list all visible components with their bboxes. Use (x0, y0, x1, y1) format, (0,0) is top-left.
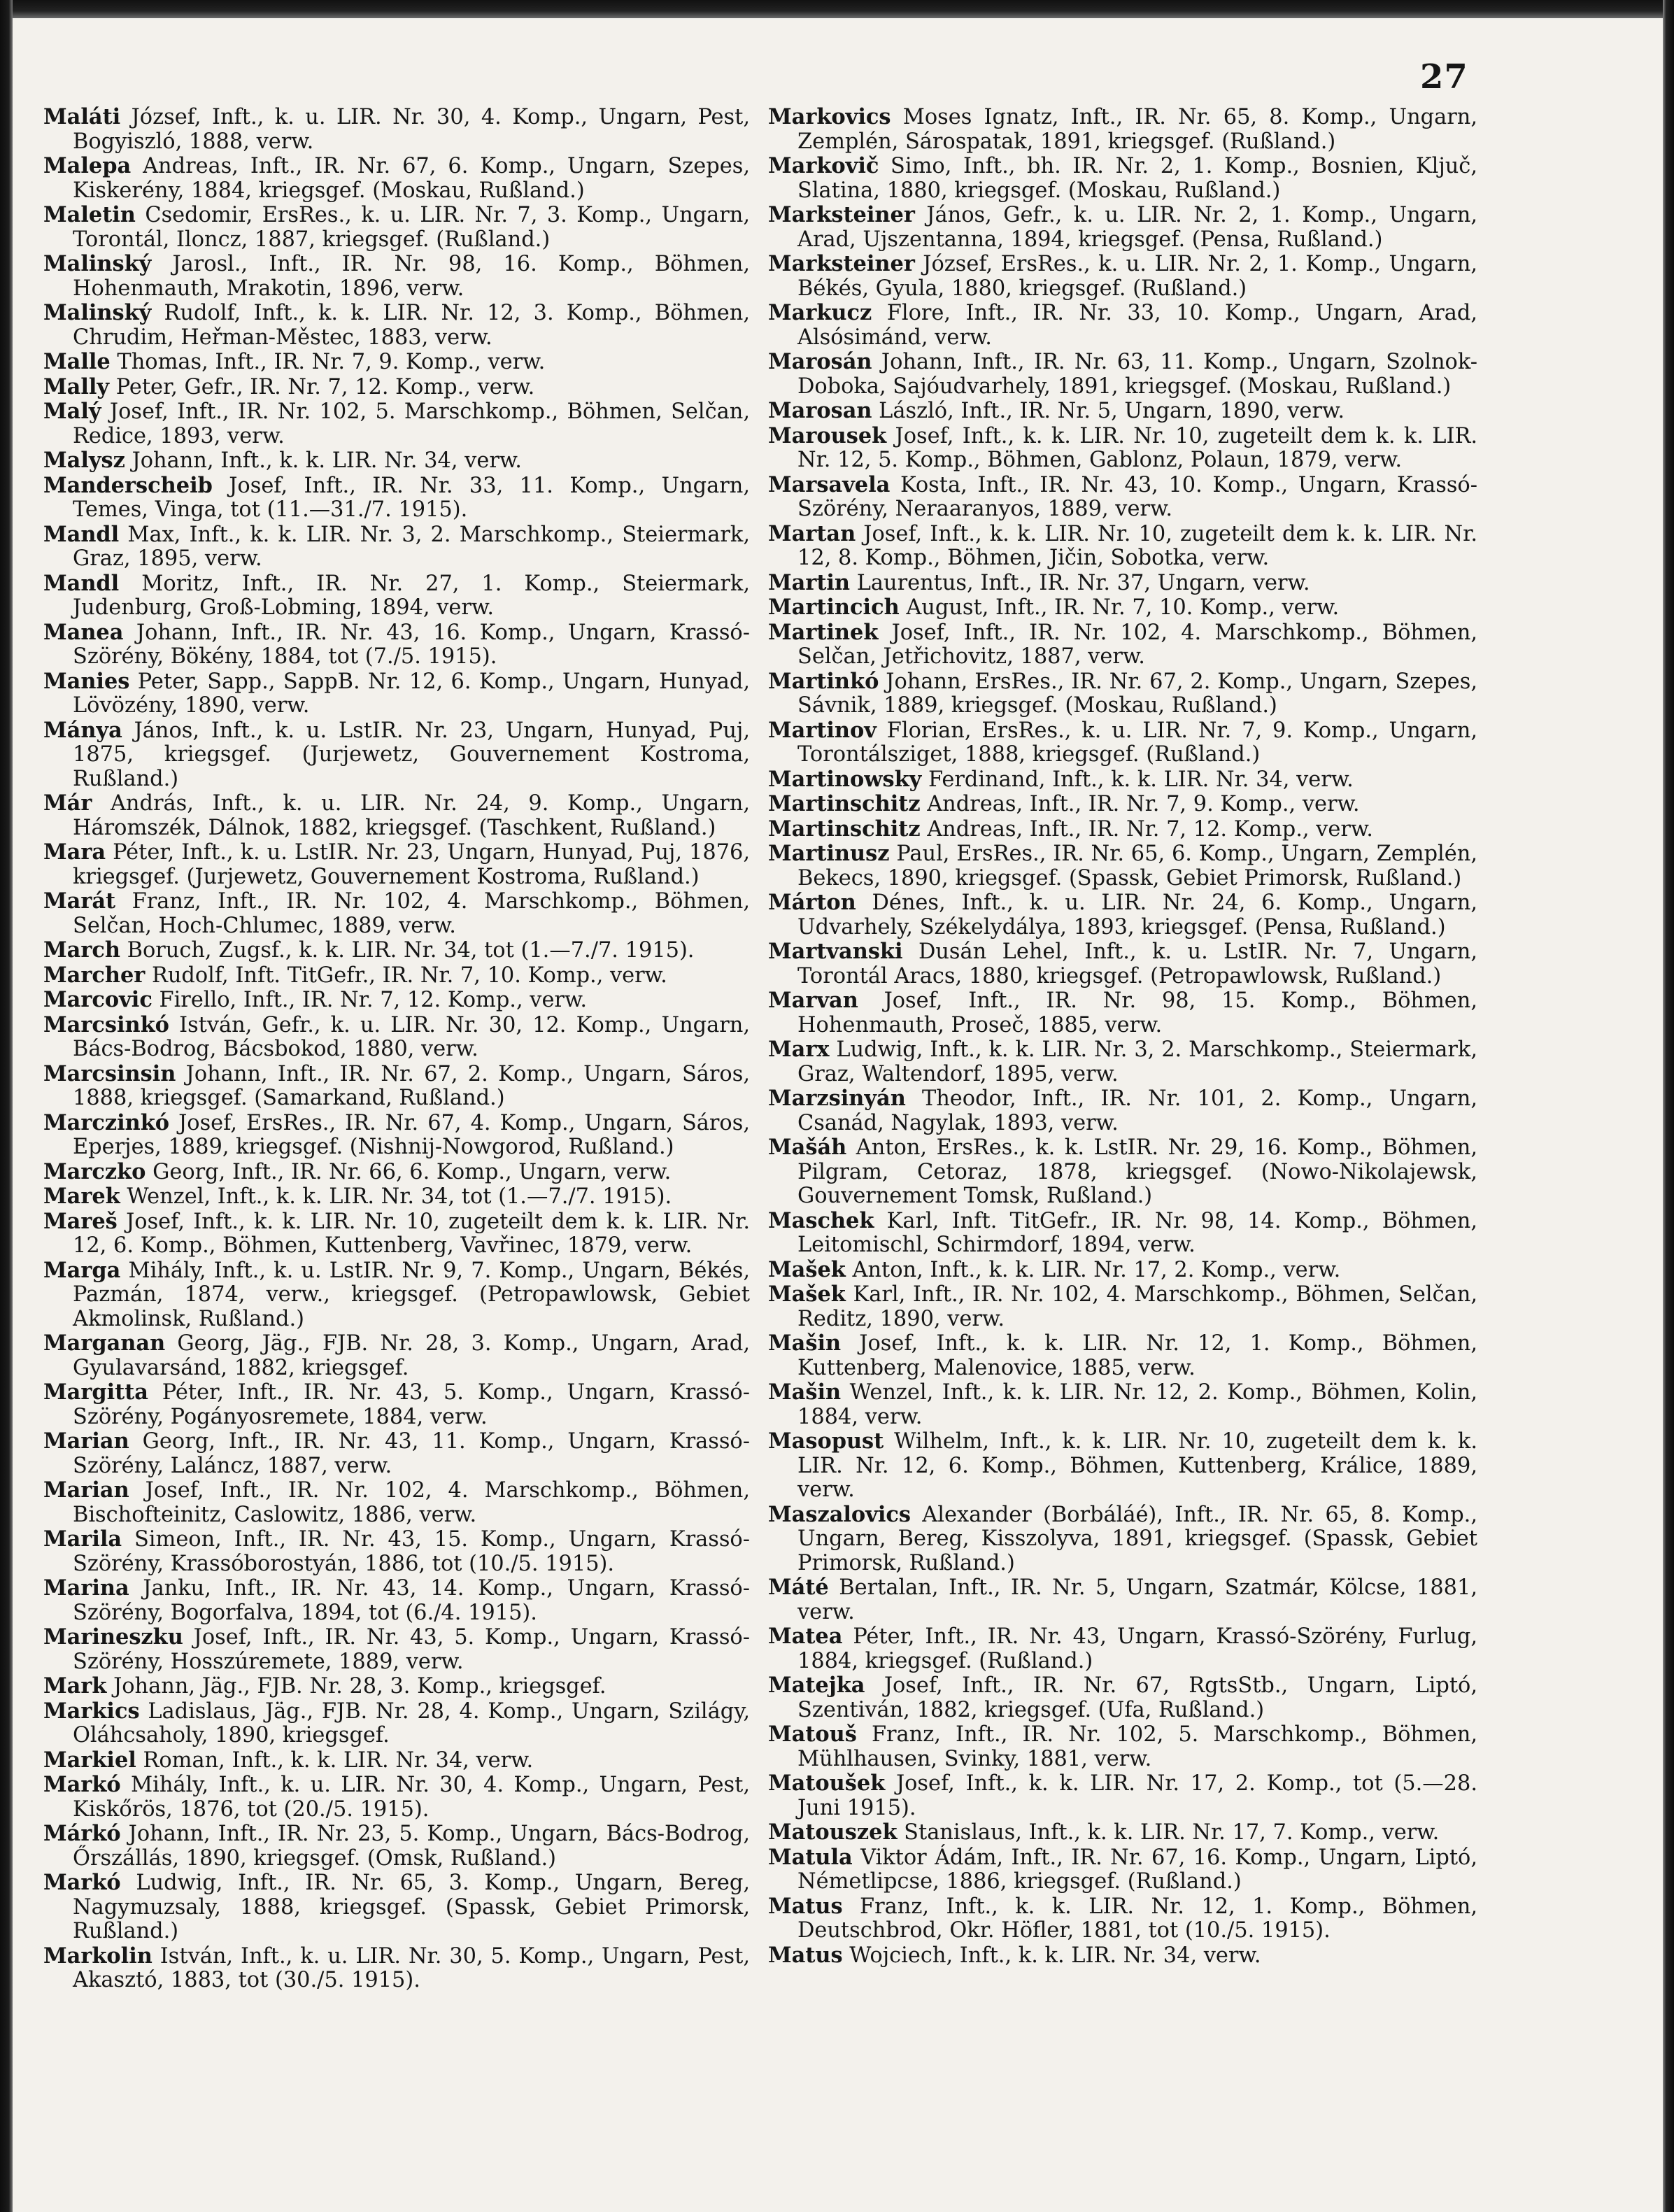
entry-details: Franz, Inft., IR. Nr. 102, 4. Marschkomp., Böhmen, Selčan, Hoch-Chlumec, 1889, verw. (73, 889, 750, 938)
entry-details: Karl, Inft. TitGefr., IR. Nr. 98, 14. Komp., Böhmen, Leitomischl, Schirmdorf, 1894, verw. (797, 1208, 1477, 1257)
entry-details: Andreas, Inft., IR. Nr. 7, 9. Komp., verw. (920, 792, 1360, 816)
register-entry (43, 1184, 750, 1210)
entry-surname: Mark (43, 1673, 107, 1699)
register-entry (43, 1527, 750, 1576)
register-entry (768, 1282, 1477, 1331)
register-entry (43, 1259, 750, 1332)
register-entry (768, 473, 1477, 522)
entry-surname: Martinschitz (768, 791, 921, 816)
register-entry (768, 571, 1477, 596)
entry-surname: Marzsinyán (768, 1086, 906, 1111)
entry-details: Franz, Inft., k. k. LIR. Nr. 12, 1. Komp., Böhmen, Deutschbrod, Okr. Höfler, 1881, tot (10./5. 1915). (797, 1894, 1477, 1943)
entry-details: Johann, Jäg., FJB. Nr. 28, 3. Komp., kriegsgef. (106, 1674, 607, 1699)
register-entry (43, 938, 750, 963)
register-entry (768, 1037, 1477, 1086)
entry-surname: Marousek (768, 423, 887, 448)
entry-details: Simeon, Inft., IR. Nr. 43, 15. Komp., Ungarn, Krassó-Szörény, Krassóborostyán, 1886, tot (10./5. 1915). (73, 1527, 750, 1576)
entry-details: Johann, Inft., IR. Nr. 63, 11. Komp., Ungarn, Szolnok-Doboka, Sajóudvarhely, 1891, kriegsgef. (Moskau, Rußland.) (797, 350, 1477, 399)
entry-surname: Matula (768, 1844, 853, 1870)
register-entry (768, 1845, 1477, 1894)
register-entry (768, 1135, 1477, 1209)
entry-surname: Mašek (768, 1256, 846, 1282)
register-entry (43, 375, 750, 400)
entry-surname: Marcovic (43, 987, 152, 1012)
entry-surname: Mareš (43, 1208, 118, 1234)
entry-details: József, Inft., k. u. LIR. Nr. 30, 4. Komp., Ungarn, Pest, Bogyiszló, 1888, verw. (73, 105, 750, 154)
register-entry (43, 1699, 750, 1748)
register-entry (768, 842, 1477, 891)
register-entry (43, 1576, 750, 1625)
entry-surname: Marcher (43, 962, 146, 988)
entry-details: Ludwig, Inft., k. k. LIR. Nr. 3, 2. Marschkomp., Steiermark, Graz, Waltendorf, 1895, verw. (797, 1037, 1477, 1086)
entry-surname: Martinkó (768, 668, 879, 694)
register-entry (768, 1209, 1477, 1258)
entry-details: Peter, Sapp., SappB. Nr. 12, 6. Komp., Ungarn, Hunyad, Lövözény, 1890, verw. (73, 669, 750, 718)
right-column (768, 105, 1477, 1968)
entry-surname: Malle (43, 349, 111, 374)
entry-surname: Mašáh (768, 1135, 847, 1160)
register-entry (768, 817, 1477, 842)
entry-details: Johann, Inft., IR. Nr. 43, 16. Komp., Ungarn, Krassó-Szörény, Bökény, 1884, tot (7./5. 1915). (73, 620, 750, 669)
entry-details: Wilhelm, Inft., k. k. LIR. Nr. 10, zugeteilt dem k. k. LIR. Nr. 12, 6. Komp., Böhmen, Kuttenberg, Králice, 1889, verw. (797, 1429, 1477, 1502)
register-entry (43, 252, 750, 301)
entry-surname: Mally (43, 374, 110, 399)
register-entry (768, 399, 1477, 424)
entry-surname: Marosán (768, 349, 872, 374)
register-entry (43, 474, 750, 523)
entry-surname: Markucz (768, 300, 872, 325)
register-entry (43, 988, 750, 1013)
register-entry (43, 523, 750, 572)
entry-surname: Manderscheib (43, 472, 213, 498)
entry-details: Josef, Inft., k. k. LIR. Nr. 12, 1. Komp., Böhmen, Kuttenberg, Malenovice, 1885, verw. (797, 1331, 1477, 1380)
register-entry (768, 1331, 1477, 1380)
entry-surname: Markovič (768, 153, 879, 178)
entry-details: Paul, ErsRes., IR. Nr. 65, 6. Komp., Ungarn, Zemplén, Bekecs, 1890, kriegsgef. (Spassk, Gebiet Primorsk, Rußland.) (797, 842, 1477, 891)
entry-details: Moses Ignatz, Inft., IR. Nr. 65, 8. Komp., Ungarn, Zemplén, Sárospatak, 1891, kriegsgef. (Rußland.) (797, 105, 1477, 154)
entry-details: Roman, Inft., k. k. LIR. Nr. 34, verw. (136, 1747, 534, 1773)
entry-surname: Matouszek (768, 1820, 898, 1845)
entry-details: Simo, Inft., bh. IR. Nr. 2, 1. Komp., Bosnien, Ključ, Slatina, 1880, kriegsgef. (Moskau, Rußland.) (797, 154, 1477, 203)
entry-surname: Maschek (768, 1207, 874, 1233)
entry-details: László, Inft., IR. Nr. 5, Ungarn, 1890, verw. (872, 399, 1345, 423)
register-entry (43, 203, 750, 252)
entry-details: Georg, Inft., IR. Nr. 66, 6. Komp., Ungarn, verw. (146, 1159, 672, 1184)
entry-details: Laurentus, Inft., IR. Nr. 37, Ungarn, verw. (850, 570, 1310, 595)
entry-details: Josef, Inft., IR. Nr. 102, 4. Marschkomp., Böhmen, Selčan, Jetřichovitz, 1887, verw. (797, 620, 1477, 669)
register-entry (43, 448, 750, 474)
entry-surname: Marga (43, 1257, 121, 1283)
register-entry (43, 1822, 750, 1871)
entry-details: Wojciech, Inft., k. k. LIR. Nr. 34, verw. (842, 1943, 1261, 1968)
register-entry (768, 718, 1477, 767)
register-entry (768, 424, 1477, 473)
entry-details: Jarosl., Inft., IR. Nr. 98, 16. Komp., Böhmen, Hohenmauth, Mrakotin, 1896, verw. (73, 252, 750, 301)
entry-details: József, ErsRes., k. u. LIR. Nr. 2, 1. Komp., Ungarn, Békés, Gyula, 1880, kriegsgef. (Rußland.) (797, 252, 1477, 301)
register-entry (43, 350, 750, 375)
entry-surname: Martinschitz (768, 816, 921, 842)
register-entry (43, 572, 750, 621)
entry-details: Andreas, Inft., IR. Nr. 67, 6. Komp., Ungarn, Szepes, Kiskerény, 1884, kriegsgef. (Moskau, Rußland.) (73, 154, 750, 203)
entry-details: Wenzel, Inft., k. k. LIR. Nr. 12, 2. Komp., Böhmen, Kolin, 1884, verw. (797, 1380, 1477, 1429)
entry-details: Max, Inft., k. k. LIR. Nr. 3, 2. Marschkomp., Steiermark, Graz, 1895, verw. (73, 522, 750, 571)
entry-details: Anton, ErsRes., k. k. LstIR. Nr. 29, 16. Komp., Böhmen, Pilgram, Cetoraz, 1878, kriegsgef. (Nowo-Nikolajewsk, Gouvernement Tomsk, Rußland.) (797, 1135, 1477, 1208)
entry-details: Karl, Inft., IR. Nr. 102, 4. Marschkomp., Böhmen, Selčan, Reditz, 1890, verw. (797, 1282, 1477, 1331)
entry-surname: Már (43, 790, 92, 816)
entry-surname: Masopust (768, 1428, 884, 1454)
register-entry (768, 252, 1477, 301)
register-entry (768, 154, 1477, 203)
entry-surname: Márkó (43, 1821, 121, 1846)
register-entry (43, 399, 750, 448)
register-entry (768, 1820, 1477, 1845)
entry-details: István, Gefr., k. u. LIR. Nr. 30, 12. Komp., Ungarn, Bács-Bodrog, Bácsbokod, 1880, verw. (73, 1012, 750, 1061)
register-entry (768, 522, 1477, 571)
entry-details: Flore, Inft., IR. Nr. 33, 10. Komp., Ungarn, Arad, Alsósimánd, verw. (797, 301, 1477, 350)
entry-details: Csedomir, ErsRes., k. u. LIR. Nr. 7, 3. Komp., Ungarn, Torontál, Iloncz, 1887, kriegsgef. (Rußland.) (73, 203, 750, 252)
entry-details: Kosta, Inft., IR. Nr. 43, 10. Komp., Ungarn, Krassó-Szörény, Neraaranyos, 1889, verw. (797, 472, 1477, 521)
entry-surname: Marksteiner (768, 251, 915, 276)
entry-details: Josef, Inft., IR. Nr. 67, RgtsStb., Ungarn, Liptó, Szentiván, 1882, kriegsgef. (Ufa, Rußland.) (797, 1673, 1477, 1722)
register-entry (768, 1086, 1477, 1135)
register-entry (768, 792, 1477, 817)
register-entry (768, 1722, 1477, 1771)
register-entry (43, 1871, 750, 1944)
register-entry (43, 669, 750, 718)
register-entry (43, 621, 750, 669)
entry-surname: Marx (768, 1037, 830, 1062)
entry-surname: Marcsinsin (43, 1061, 176, 1086)
register-entry (768, 988, 1477, 1037)
entry-surname: Martan (768, 520, 856, 546)
entry-details: Mihály, Inft., k. u. LIR. Nr. 30, 4. Komp., Ungarn, Pest, Kiskőrös, 1876, tot (20./5. 1915). (73, 1773, 750, 1822)
register-entry (768, 1673, 1477, 1722)
register-entry (768, 1258, 1477, 1283)
register-entry (768, 1943, 1477, 1969)
entry-details: Florian, ErsRes., k. u. LIR. Nr. 7, 9. Komp., Ungarn, Torontálsziget, 1888, kriegsgef. (Rußland.) (797, 718, 1477, 767)
entry-surname: Marsavela (768, 472, 891, 497)
entry-surname: Matus (768, 1942, 843, 1968)
entry-surname: Mánya (43, 717, 122, 743)
entry-details: Péter, Inft., IR. Nr. 43, Ungarn, Krassó-Szörény, Furlug, 1884, kriegsgef. (Rußland.) (797, 1624, 1477, 1673)
entry-details: Viktor Ádám, Inft., IR. Nr. 67, 16. Komp., Ungarn, Liptó, Németlipcse, 1886, kriegsgef. (Rußland.) (797, 1845, 1477, 1894)
entry-details: Josef, Inft., IR. Nr. 33, 11. Komp., Ungarn, Temes, Vinga, tot (11.—31./7. 1915). (73, 473, 750, 522)
entry-details: Josef, ErsRes., IR. Nr. 67, 4. Komp., Ungarn, Sáros, Eperjes, 1889, kriegsgef. (Nishnij-Nowgorod, Rußland.) (73, 1110, 750, 1159)
entry-details: Theodor, Inft., IR. Nr. 101, 2. Komp., Ungarn, Csanád, Nagylak, 1893, verw. (797, 1086, 1477, 1135)
entry-surname: Martvanski (768, 939, 903, 964)
register-entry (768, 1771, 1477, 1820)
entry-details: Ferdinand, Inft., k. k. LIR. Nr. 34, verw. (921, 767, 1354, 792)
entry-details: András, Inft., k. u. LIR. Nr. 24, 9. Komp., Ungarn, Háromszék, Dálnok, 1882, kriegsgef. (Taschkent, Rußland.) (73, 791, 750, 840)
entry-surname: Martinowsky (768, 766, 922, 792)
entry-details: Josef, Inft., IR. Nr. 98, 15. Komp., Böhmen, Hohenmauth, Proseč, 1885, verw. (797, 988, 1477, 1037)
register-entry (43, 1674, 750, 1699)
entry-details: Rudolf, Inft., k. k. LIR. Nr. 12, 3. Komp., Böhmen, Chrudim, Heřman-Městec, 1883, verw. (73, 301, 750, 350)
register-entry (768, 1575, 1477, 1624)
entry-details: Ladislaus, Jäg., FJB. Nr. 28, 4. Komp., Ungarn, Szilágy, Oláhcsaholy, 1890, kriegsgef. (73, 1699, 750, 1747)
entry-surname: Marek (43, 1184, 120, 1209)
entry-details: Stanislaus, Inft., k. k. LIR. Nr. 17, 7. Komp., verw. (897, 1820, 1440, 1845)
entry-surname: Marganan (43, 1331, 166, 1356)
register-entry (43, 1748, 750, 1773)
entry-surname: Marksteiner (768, 202, 915, 227)
scan-border-right (1663, 0, 1674, 2212)
register-entry (43, 1625, 750, 1674)
entry-surname: Marczko (43, 1158, 146, 1184)
register-entry (43, 1773, 750, 1822)
entry-surname: Maláti (43, 104, 121, 129)
entry-surname: Markovics (768, 104, 891, 129)
register-entry (43, 301, 750, 350)
entry-details: Josef, Inft., IR. Nr. 43, 5. Komp., Ungarn, Krassó-Szörény, Hosszúremete, 1889, verw. (73, 1625, 750, 1674)
register-entry (768, 669, 1477, 718)
entry-details: Johann, Inft., k. k. LIR. Nr. 34, verw. (125, 448, 522, 473)
entry-surname: Margitta (43, 1380, 148, 1405)
entry-details: Moritz, Inft., IR. Nr. 27, 1. Komp., Steiermark, Judenburg, Groß-Lobming, 1894, verw. (73, 571, 750, 620)
entry-details: István, Inft., k. u. LIR. Nr. 30, 5. Komp., Ungarn, Pest, Akasztó, 1883, tot (30./5. 1915). (73, 1943, 750, 1992)
register-entry (43, 1331, 750, 1380)
register-entry (768, 105, 1477, 154)
entry-details: János, Inft., k. u. LstIR. Nr. 23, Ungarn, Hunyad, Puj, 1875, kriegsgef. (Jurjewetz, Gouvernement Kostroma, Rußland.) (73, 718, 750, 791)
entry-surname: March (43, 937, 120, 963)
entry-details: Boruch, Zugsf., k. k. LIR. Nr. 34, tot (1.—7./7. 1915). (120, 938, 695, 963)
entry-details: Josef, Inft., k. k. LIR. Nr. 10, zugeteilt dem k. k. LIR. Nr. 12, 8. Komp., Böhmen, Jičin, Sobotka, verw. (797, 521, 1477, 570)
register-entry (768, 301, 1477, 350)
register-entry (43, 105, 750, 154)
scan-border-left (0, 0, 13, 2212)
register-entry (43, 1429, 750, 1478)
entry-details: Ludwig, Inft., IR. Nr. 65, 3. Komp., Ungarn, Bereg, Nagymuzsaly, 1888, kriegsgef. (Spassk, Gebiet Primorsk, Rußland.) (73, 1871, 750, 1943)
register-entry (43, 1062, 750, 1111)
entry-surname: Markolin (43, 1943, 152, 1969)
entry-details: Alexander (Borbáláé), Inft., IR. Nr. 65, 8. Komp., Ungarn, Bereg, Kisszolyva, 1891, kriegsgef. (Spassk, Gebiet Primorsk, Rußland.) (797, 1502, 1477, 1575)
page-number: 27 (1420, 57, 1468, 97)
entry-surname: Marian (43, 1477, 129, 1503)
entry-details: Josef, Inft., k. k. LIR. Nr. 10, zugeteilt dem k. k. LIR. Nr. 12, 5. Komp., Böhmen, Gablonz, Polaun, 1879, verw. (797, 423, 1477, 472)
entry-surname: Matejka (768, 1673, 865, 1698)
entry-surname: Matea (768, 1624, 843, 1649)
entry-surname: Malepa (43, 153, 132, 178)
entry-surname: Matoušek (768, 1771, 886, 1796)
register-entry (43, 1160, 750, 1185)
entry-surname: Malysz (43, 448, 125, 473)
entry-surname: Marina (43, 1575, 129, 1601)
register-entry (768, 1624, 1477, 1673)
entry-details: Thomas, Inft., IR. Nr. 7, 9. Komp., verw. (110, 350, 546, 374)
entry-surname: Malinský (43, 251, 152, 276)
entry-surname: Marian (43, 1428, 129, 1454)
entry-details: Josef, Inft., IR. Nr. 102, 4. Marschkomp., Böhmen, Bischofteinitz, Caslowitz, 1886, verw. (73, 1478, 750, 1527)
scan-border-top (0, 0, 1674, 18)
entry-surname: Martincich (768, 595, 900, 620)
entry-details: János, Gefr., k. u. LIR. Nr. 2, 1. Komp., Ungarn, Arad, Ujszentanna, 1894, kriegsgef. (Pensa, Rußland.) (797, 203, 1477, 252)
entry-surname: Marát (43, 888, 116, 914)
register-entry (43, 1013, 750, 1062)
entry-details: Johann, ErsRes., IR. Nr. 67, 2. Komp., Ungarn, Szepes, Sávnik, 1889, kriegsgef. (Moskau, Rußland.) (797, 669, 1477, 718)
register-entry (43, 1478, 750, 1527)
entry-details: Bertalan, Inft., IR. Nr. 5, Ungarn, Szatmár, Kölcse, 1881, verw. (797, 1575, 1477, 1624)
entry-surname: Marczinkó (43, 1109, 170, 1135)
entry-details: Firello, Inft., IR. Nr. 7, 12. Komp., verw. (152, 988, 588, 1012)
entry-details: Josef, Inft., k. k. LIR. Nr. 10, zugeteilt dem k. k. LIR. Nr. 12, 6. Komp., Böhmen, Kuttenberg, Vavřinec, 1879, verw. (73, 1209, 750, 1258)
register-entry (768, 891, 1477, 940)
register-entry (43, 154, 750, 203)
entry-details: August, Inft., IR. Nr. 7, 10. Komp., verw. (899, 595, 1340, 620)
entry-surname: Maszalovics (768, 1501, 912, 1527)
entry-details: Rudolf, Inft. TitGefr., IR. Nr. 7, 10. Komp., verw. (145, 963, 667, 988)
register-entry (768, 350, 1477, 399)
entry-details: Georg, Jäg., FJB. Nr. 28, 3. Komp., Ungarn, Arad, Gyulavarsánd, 1882, kriegsgef. (73, 1331, 750, 1380)
register-entry (768, 595, 1477, 621)
entry-surname: Márton (768, 890, 856, 915)
entry-surname: Mandl (43, 570, 120, 596)
entry-surname: Mašin (768, 1380, 842, 1405)
entry-surname: Marineszku (43, 1624, 183, 1650)
entry-details: Dénes, Inft., k. u. LIR. Nr. 24, 6. Komp., Ungarn, Udvarhely, Székelydálya, 1893, kriegsgef. (Pensa, Rußland.) (797, 891, 1477, 940)
entry-surname: Marosan (768, 398, 872, 423)
entry-surname: Malý (43, 399, 101, 424)
entry-details: Janku, Inft., IR. Nr. 43, 14. Komp., Ungarn, Krassó-Szörény, Bogorfalva, 1894, tot (6./4. 1915). (73, 1576, 750, 1625)
entry-details: Péter, Inft., IR. Nr. 43, 5. Komp., Ungarn, Krassó-Szörény, Pogányosremete, 1884, verw. (73, 1380, 750, 1429)
register-entry (43, 791, 750, 840)
register-entry (768, 767, 1477, 793)
entry-surname: Marila (43, 1526, 122, 1552)
entry-surname: Mara (43, 839, 106, 865)
entry-surname: Marvan (768, 988, 858, 1013)
entry-surname: Martin (768, 569, 851, 595)
register-entry (768, 1429, 1477, 1503)
left-column (43, 105, 750, 1993)
register-entry (43, 840, 750, 889)
entry-details: Johann, Inft., IR. Nr. 23, 5. Komp., Ungarn, Bács-Bodrog, Őrszállás, 1890, kriegsgef. (Omsk, Rußland.) (73, 1822, 750, 1871)
register-entry (43, 1111, 750, 1160)
entry-details: Georg, Inft., IR. Nr. 43, 11. Komp., Ungarn, Krassó-Szörény, Laláncz, 1887, verw. (73, 1429, 750, 1478)
register-entry (768, 1894, 1477, 1943)
register-entry (768, 1503, 1477, 1576)
entry-surname: Manea (43, 619, 124, 645)
register-entry (768, 203, 1477, 252)
entry-details: Anton, Inft., k. k. LIR. Nr. 17, 2. Komp., verw. (845, 1257, 1341, 1282)
entry-surname: Matouš (768, 1722, 857, 1747)
entry-details: Andreas, Inft., IR. Nr. 7, 12. Komp., verw. (920, 816, 1373, 842)
entry-surname: Mašek (768, 1282, 846, 1307)
entry-surname: Markiel (43, 1747, 136, 1773)
entry-surname: Malinský (43, 300, 152, 325)
entry-surname: Mašin (768, 1331, 842, 1356)
register-entry (43, 1380, 750, 1429)
entry-surname: Markics (43, 1698, 140, 1724)
entry-surname: Markó (43, 1772, 121, 1797)
register-entry (768, 1380, 1477, 1429)
register-entry (43, 1210, 750, 1259)
register-entry (768, 940, 1477, 988)
entry-details: Franz, Inft., IR. Nr. 102, 5. Marschkomp., Böhmen, Mühlhausen, Svinky, 1881, verw. (797, 1722, 1477, 1771)
entry-details: Mihály, Inft., k. u. LstIR. Nr. 9, 7. Komp., Ungarn, Békés, Pazmán, 1874, verw., kriegsgef. (Petropawlowsk, Gebiet Akmolinsk, Rußland.) (73, 1258, 750, 1331)
entry-surname: Martinek (768, 619, 879, 645)
register-entry (43, 889, 750, 938)
entry-details: Wenzel, Inft., k. k. LIR. Nr. 34, tot (1.—7./7. 1915). (120, 1184, 672, 1209)
register-entry (43, 963, 750, 988)
entry-surname: Martinusz (768, 841, 890, 866)
entry-details: Peter, Gefr., IR. Nr. 7, 12. Komp., verw. (109, 374, 535, 399)
entry-details: Johann, Inft., IR. Nr. 67, 2. Komp., Ungarn, Sáros, 1888, kriegsgef. (Samarkand, Rußland.) (73, 1061, 750, 1110)
entry-details: Josef, Inft., IR. Nr. 102, 5. Marschkomp., Böhmen, Selčan, Redice, 1893, verw. (73, 399, 750, 448)
entry-details: Dusán Lehel, Inft., k. u. LstIR. Nr. 7, Ungarn, Torontál Aracs, 1880, kriegsgef. (Petropawlowsk, Rußland.) (797, 940, 1477, 988)
entry-surname: Marcsinkó (43, 1012, 169, 1037)
register-entry (43, 1944, 750, 1993)
entry-details: Péter, Inft., k. u. LstIR. Nr. 23, Ungarn, Hunyad, Puj, 1876, kriegsgef. (Jurjewetz, Gouvernement Kostroma, Rußland.) (73, 840, 750, 889)
register-entry (43, 718, 750, 792)
entry-surname: Matus (768, 1893, 843, 1919)
register-entry (768, 621, 1477, 669)
entry-details: Josef, Inft., k. k. LIR. Nr. 17, 2. Komp., tot (5.—28. Juni 1915). (797, 1771, 1477, 1820)
entry-surname: Máté (768, 1575, 829, 1600)
entry-surname: Markó (43, 1870, 121, 1895)
entry-surname: Manies (43, 668, 130, 694)
entry-surname: Mandl (43, 521, 120, 547)
entry-surname: Martinov (768, 717, 877, 743)
entry-surname: Maletin (43, 202, 136, 227)
